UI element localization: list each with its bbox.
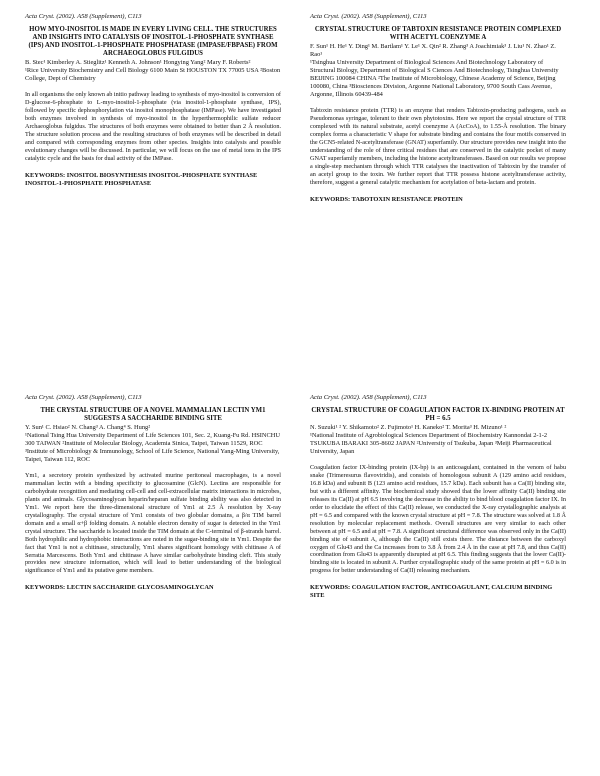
abstract-body: Coagulation factor IX-binding protein (IX-bp) is an anticoagulant, contained in the venom of habu snake (Trimeresurus flavoviridis), and consists of homologous subunit A (129 amino acid residues, 16.8 kDa) and subunit B (123 amino acid residues, 15.7 kDa). Each subunit has a Ca(II) binding site, but with a different affinity. The biochemical study showed that the lower affinity Ca(II) binding site releases its Ca(II) at pH 6.5 involving the decrease in the ability to bind blood coagulation factor IX. In order to elucidate the effect of this Ca(II) release, we conducted the X-ray crystallographic analysis at pH = 6.5 and compared with the known crystal structure at pH = 7.8. The structure was solved at 1.8 Å resolution by molecular replacement methods. Overall structures are very similar to each other between at pH = 6.5 and at pH = 7.8. A significant structural difference was observed only in the Ca(II) binding site of subunit A, although the Ca(II) still exists there. The distance between the carboxyl oxygen of Glu43 and the Ca increases from to 3.8 Å from 2.4 Å in the case at pH 7.8, and thus Ca(II) coordination from Glu43 is apparently disrupted at pH 6.5. This finding suggests that the lower Ca(II)-binding site is located in subunit A. Further crystallographic study of the same protein at pH = 6.0 is in progress for better understanding of Ca(II) releasing mechanism. (310, 464, 566, 575)
citation: Acta Cryst. (2002). A58 (Supplement), C113 (25, 394, 142, 401)
abstract-body: In all organisms the only known ab initio pathway leading to synthesis of myo-inositol is conversion of D-glucose-6-phosphate to L-myo-inositol-1-phosphate (via inositol-1-phosphate synthase, IPS), followed by specific dephosphorylation via inositol monophosphatase (IMPase). We have investigated both enzymes involved in synthesis of myo-inositol in the hyperthermophilic sulfate reducer Archaeoglobus fulgidus. The structures of both enzymes were obtained to better than 2 Å resolution. The structure solution process and the resulting structures of both enzymes will be described in detail and compared with corresponding enzymes from other species. Insights into catalysis and possible evolutionary changes will be discussed. In particular, we will focus on the use of metal ions in the IPS catalytic cycle and the basis for dual activity of the IMPase. (25, 91, 281, 162)
abstract-body: Tabtoxin resistance protein (TTR) is an enzyme that renders Tabtoxin-producing pathogens, such as Pseudomonas syringae, tolerant to their own phytotoxins. Here we report the crystal structure of TTR complexed with its natural substrate, acetyl coenzyme A (AcCoA), to 1.55-Å resolution. The binary complex forms a characteristic V shape for substrate binding and contains the four motifs conserved in the GCN5-related N-acetyltransferase (GNAT) superfamily. Our structure provides new insight into the understanding of the role of three critical residues that are conserved in the catalytic pocket of many GNAT superfamily members, including the histone acetyltransferases. Based on our results we propose a single-step mechanism through which TTR catalyses the inactivation of Tabtoxin by the transfer of an acetyl group to the toxin. We further report that TTR possess histone acetyltransferase activity, therefore, suggest a general catalytic mechanism for acetylation of beta-lactam and protein. (310, 107, 566, 186)
abstract-title: THE CRYSTAL STRUCTURE OF A NOVEL MAMMALIAN LECTIN YM1 SUGGESTS A SACCHARIDE BINDING SITE (40, 407, 266, 422)
keywords: KEYWORDS: TABOTOXIN RESISTANCE PROTEIN (310, 195, 463, 203)
abstract-body: Ym1, a secretory protein synthesized by activated murine peritoneal macrophages, is a novel mammalian lectin with a binding specificity to glucosamine (GlcN). Lectins are responsible for carbohydrate recognition and mediating cell-cell and cell-extracellular matrix interactions in microbes, plants and animals. Glycosaminoglycan heparin/heparan sulfate binding ability was also detected in Ym1. We report here the three-dimensional structure of Ym1 at 2.5 Å resolution by X-ray crystallography. The crystal structure of Ym1 consists of two globular domains, a β/α TIM barrel domain and a small α+β folding domain. A notable electron density of sugar is detected in the Ym1 crystal structure. The saccharide is located inside the TIM domain at the C-terminal of β-strands barrel. Both hydrophilic and hydrophobic interactions are noted in the sugar-binding site in Ym1. Despite the fact that Ym1 is not a chitinase, structurally, Ym1 shares significant homology with chitinase A of Serratia Marcescens. Both Ym1 and chitinase A have similar carbohydrate binding cleft. This study provides new structure information, which will lead to better understanding of the biological significance of Ym1 and its putative gene members. (25, 472, 281, 575)
keywords: KEYWORDS: INOSITOL BIOSYNTHESIS INOSITOL-PHOSPHATE SYNTHASE INOSITOL-1-PHOSPHATE PHOSPHATASE (25, 171, 258, 187)
affiliation: ¹Tsinghua University Department of Biological Sciences And Biotechnology Laboratory of Structural Biology, Department of Biological S Ciences And Biotechnology, Tsinghua University BEIJING 100084 CHINA ²The Institute of Microbiology, Chinese Academy of Science, Beijing 100080, China ³Biosciences Division, Argonne National Laboratory, 9700 South Cass Avenue, Argonne, Illinois 60439-484 (310, 59, 559, 98)
keywords: KEYWORDS: LECTIN SACCHARIDE GLYCOSAMINOGLYCAN (25, 584, 214, 592)
citation: Acta Cryst. (2002). A58 (Supplement), C113 (310, 394, 427, 401)
citation: Acta Cryst. (2002). A58 (Supplement), C113 (25, 13, 142, 20)
abstract-title: CRYSTAL STRUCTURE OF TABTOXIN RESISTANCE PROTEIN COMPLEXED WITH ACETYL COENZYME A (314, 26, 562, 41)
affiliation: ¹National Institute of Agrobiological Sciences Department of Biochemistry Kannondai 2-1-2 TSUKUBA IBARAKI 305-8602 JAPAN ²University of Tsukuba, Japan ³Meiji Pharmaceutical University, Japan (310, 432, 552, 455)
affiliation: ¹National Tsing Hua University Department of Life Sciences 101, Sec. 2, Kuang-Fu Rd. HSINCHU 300 TAIWAN ²Institute of Molecular Biology, Academia Sinica, Taipei, Taiwan 11529, ROC ³Institute of Microbiology & Immunology, School of Life Science, National Yang-Ming University, Taipei, Taiwan 112, ROC (25, 432, 280, 463)
authors: F. Sun¹ H. He¹ Y. Ding¹ M. Bartlam¹ Y. Le¹ X. Qin² R. Zhang³ A Joachimiak³ J. Liu¹ N. Zhao¹ Z. Rao¹ (310, 43, 556, 58)
abstract-2 (310, 13, 566, 204)
abstract-3 (25, 394, 281, 592)
abstract-4 (310, 394, 566, 600)
abstract-title: CRYSTAL STRUCTURE OF COAGULATION FACTOR IX-BINDING PROTEIN AT PH = 6.5 (311, 407, 565, 422)
authors: N. Suzuki¹ ² Y. Shikamoto² Z. Fujimoto¹ H. Kaneko² T. Morita³ H. Mizuno¹ ² (310, 424, 507, 431)
abstract-1 (25, 13, 281, 188)
keywords: KEYWORDS: COAGULATION FACTOR, ANTICOAGULANT, CALCIUM BINDING SITE (310, 584, 553, 600)
authors: B. Stec¹ Kimberley A. Stieglitz¹ Kenneth A. Johnson¹ Hongying Yang² Mary F. Roberts² (25, 59, 251, 66)
citation: Acta Cryst. (2002). A58 (Supplement), C113 (310, 13, 427, 20)
abstract-title: HOW MYO-INOSITOL IS MADE IN EVERY LIVING CELL. THE STRUCTURES AND INSIGHTS INTO CATALYSIS OF INOSITOL-1-PHOSPHATE SYNTHASE (IPS) AND INOSITOL-1-PHOSPHATE PHOSPHATASE (IMPASE/FBPASE) FROM ARCHAEOGLOBUS FULGIDUS (28, 26, 278, 57)
affiliation: ¹Rice University Biochemistry and Cell Biology 6100 Main St HOUSTON TX 77005 USA ²Boston College, Dept of Chemistry (25, 67, 281, 82)
authors: Y. Sun¹ C. Hsiao² N. Chang³ A. Chang⁴ S. Hung² (25, 424, 151, 431)
